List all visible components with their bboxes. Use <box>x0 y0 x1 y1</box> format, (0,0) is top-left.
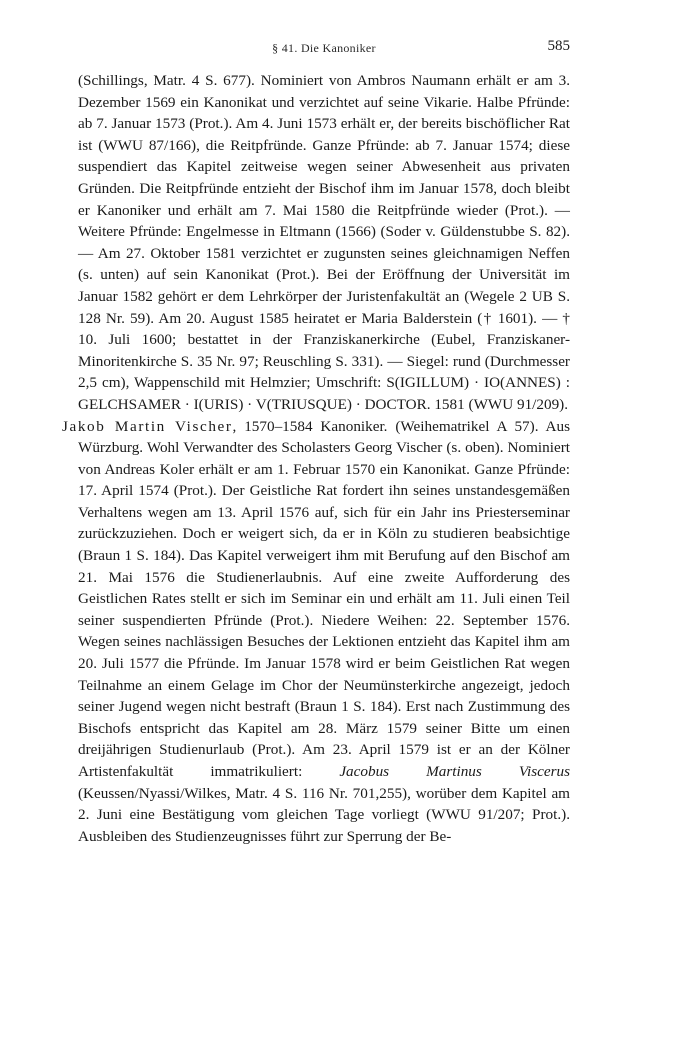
entry-jakob-martin-vischer <box>62 416 570 848</box>
entry-name: Jakob Martin Vischer <box>62 417 233 435</box>
page-number: 585 <box>547 38 570 54</box>
entry-text-part-2: (Keussen/Nyassi/Wilkes, Matr. 4 S. 116 Nr. 701,255), worüber dem Kapitel am 2. Juni eine Bestätigung vom gleichen Tage vorliegt (WWU 91/207; Prot.). Ausbleiben des Studienzeugnisses führt zur Sperrung der Be- <box>78 784 570 845</box>
paragraph-continuation: (Schillings, Matr. 4 S. 677). Nominiert von Ambros Naumann erhält er am 3. Dezember 1569 ein Kanonikat und verzichtet auf seine Vikarie. Halbe Pfründe: ab 7. Januar 1573 (Prot.). Am 4. Juni 1573 erhält er, der bereits bischöflicher Rat ist (WWU 87/166), die Reitpfründe. Ganze Pfründe: ab 7. Januar 1574; diese suspendiert das Kapitel zeitweise wegen seiner Abwesenheit aus privaten Gründen. Die Reitpfründe entzieht der Bischof ihm im Januar 1578, doch bleibt er Kanoniker und erhält am 7. Mai 1580 die Reitpfründe wieder (Prot.). — Weitere Pfründe: Engelmesse in Eltmann (1566) (Soder v. Güldenstubbe S. 82). — Am 27. Oktober 1581 verzichtet er zugunsten seines gleichnamigen Neffen (s. unten) auf sein Kanonikat (Prot.). Bei der Eröffnung der Universität im Januar 1582 gehört er dem Lehrkörper der Juristenfakultät an (Wegele 2 UB S. 128 Nr. 59). Am 20. August 1585 heiratet er Maria Balderstein († 1601). — † 10. Juli 1600; bestattet in der Franziskanerkirche (Eubel, Franziskaner-Minoritenkirche S. 35 Nr. 97; Reuschling S. 331). — Siegel: rund (Durchmesser 2,5 cm), Wappenschild mit Helmzier; Umschrift: S(IGILLUM) · IO(ANNES) : GELCHSAMER · I(URIS) · V(TRIUSQUE) · DOCTOR. 1581 (WWU 91/209). <box>78 72 570 413</box>
running-title: § 41. Die Kanoniker <box>272 41 376 55</box>
entry-italic-name: Jacobus Martinus Viscerus <box>339 763 570 780</box>
body-text <box>62 70 570 847</box>
entry-text-part-1: , 1570–1584 Kanoniker. (Weihematrikel A 57). Aus Würzburg. Wohl Verwandter des Scholasters Georg Vischer (s. oben). Nominiert von Andreas Koler erhält er am 1. Februar 1570 ein Kanonikat. Ganze Pfründe: 17. April 1574 (Prot.). Der Geistliche Rat fordert ihn seines unstandesgemäßen Verhaltens wegen am 13. April 1576 auf, sich für ein Jahr ins Priesterseminar zurückzuziehen. Doch er weigert sich, da er in Köln zu studieren beabsichtige (Braun 1 S. 184). Das Kapitel verweigert ihm mit Berufung auf den Bischof am 21. Mai 1576 die Studienerlaubnis. Auf eine zweite Aufforderung des Geistlichen Rates stellt er sich im Seminar ein und erhält am 11. Juli einen Teil seiner suspendierten Pfründe (Prot.). Niedere Weihen: 22. September 1576. Wegen seines nachlässigen Besuches der Lektionen entzieht das Kapitel ihm am 20. Juli 1577 die Pfründe. Im Januar 1578 wird er beim Geistlichen Rat wegen Teilnahme an einem Gelage im Chor der Neumünsterkirche angezeigt, jedoch seiner Jugend wegen nicht bestraft (Braun 1 S. 184). Erst nach Zustimmung des Bischofs entspricht das Kapitel am 28. März 1579 seiner Bitte um einen dreijährigen Studienurlaub (Prot.). Am 23. April 1579 ist er an der Kölner Artistenfakultät immatrikuliert: <box>78 417 570 780</box>
running-head <box>78 38 570 58</box>
